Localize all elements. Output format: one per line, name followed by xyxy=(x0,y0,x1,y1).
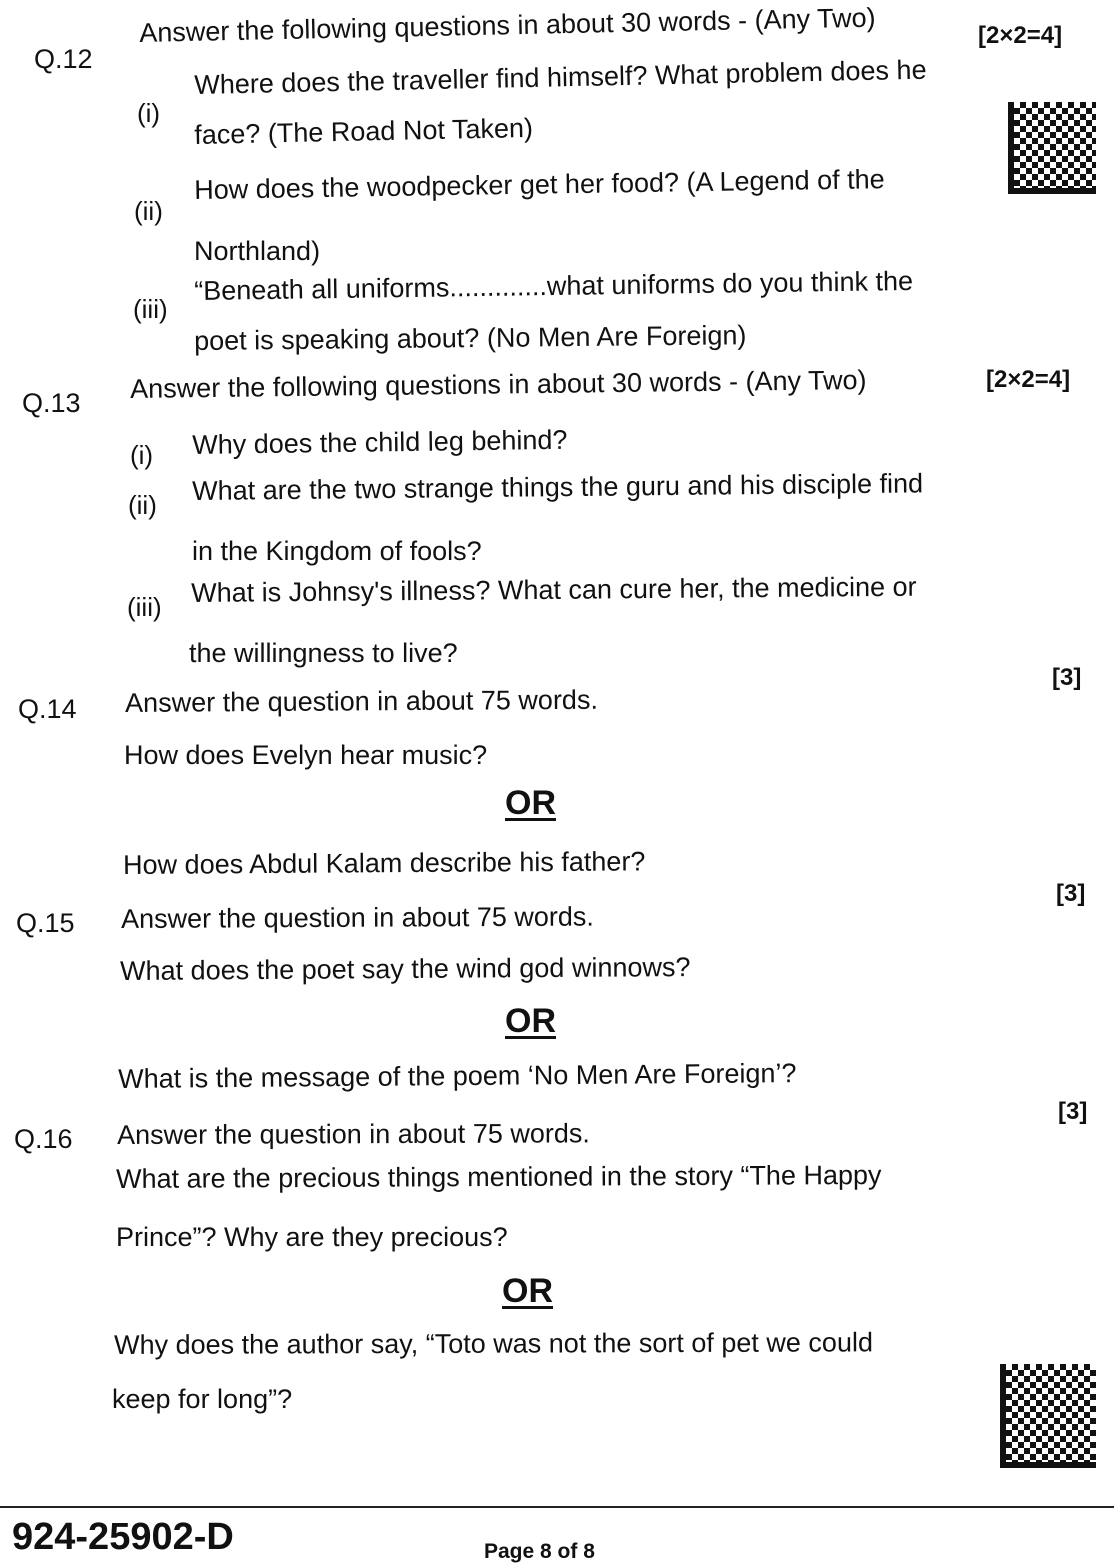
q14-number: Q.14 xyxy=(18,694,77,724)
q15-prompt: Answer the question in about 75 words. xyxy=(121,901,594,934)
q12-ii-label: (ii) xyxy=(134,196,163,226)
q12-prompt: Answer the following questions in about 30 words - (Any Two) xyxy=(139,2,876,48)
qr-code-bottom xyxy=(1000,1364,1096,1468)
q12-i-line2: face? (The Road Not Taken) xyxy=(194,112,534,150)
q13-number: Q.13 xyxy=(22,388,81,418)
q12-iii-line2: poet is speaking about? (No Men Are Foreign) xyxy=(194,320,747,356)
q16-question-line1: What are the precious things mentioned in the story “The Happy xyxy=(116,1159,882,1194)
q16-alt-line2: keep for long”? xyxy=(112,1384,293,1414)
q14-question: How does Evelyn hear music? xyxy=(124,740,488,770)
q16-or: OR xyxy=(502,1272,553,1310)
q14-marks: [3] xyxy=(1052,664,1082,691)
q13-ii-line1: What are the two strange things the guru and his disciple find xyxy=(192,468,924,506)
q12-ii-line1: How does the woodpecker get her food? (A Legend of the xyxy=(194,164,885,205)
q12-marks: [2×2=4] xyxy=(978,22,1063,49)
q13-i-label: (i) xyxy=(130,440,154,470)
q16-alt-line1: Why does the author say, “Toto was not the sort of pet we could xyxy=(114,1327,874,1360)
q15-marks: [3] xyxy=(1056,880,1086,907)
q13-iii-line1: What is Johnsy's illness? What can cure her, the medicine or xyxy=(191,571,917,608)
q14-alt: How does Abdul Kalam describe his father? xyxy=(123,846,646,880)
q14-or: OR xyxy=(505,784,556,822)
q14-prompt: Answer the question in about 75 words. xyxy=(125,684,598,718)
q13-iii-label: (iii) xyxy=(127,592,162,622)
q13-marks: [2×2=4] xyxy=(986,366,1071,393)
q16-prompt: Answer the question in about 75 words. xyxy=(117,1118,590,1150)
q16-number: Q.16 xyxy=(14,1124,73,1154)
q13-prompt: Answer the following questions in about 30 words - (Any Two) xyxy=(130,365,867,404)
q15-alt: What is the message of the poem ‘No Men Are Foreign’? xyxy=(118,1058,797,1094)
q13-ii-line2: in the Kingdom of fools? xyxy=(192,536,482,566)
q13-iii-line2: the willingness to live? xyxy=(189,638,458,668)
q12-i-label: (i) xyxy=(137,98,161,128)
q12-i-line1: Where does the traveller find himself? What problem does he xyxy=(194,54,927,100)
q12-iii-line1: “Beneath all uniforms.............what uniforms do you think the xyxy=(194,265,914,306)
q16-marks: [3] xyxy=(1058,1098,1088,1125)
q15-or: OR xyxy=(505,1002,556,1040)
q13-i-line1: Why does the child leg behind? xyxy=(192,424,568,460)
q16-question-line2: Prince”? Why are they precious? xyxy=(116,1222,508,1252)
footer-page-number: Page 8 of 8 xyxy=(484,1540,595,1563)
q12-ii-line2: Northland) xyxy=(194,236,321,266)
footer-paper-code: 924-25902-D xyxy=(12,1516,234,1558)
q12-iii-label: (iii) xyxy=(133,294,168,324)
footer-divider xyxy=(0,1506,1114,1508)
q12-number: Q.12 xyxy=(34,44,93,74)
q13-ii-label: (ii) xyxy=(128,490,157,520)
q15-number: Q.15 xyxy=(16,908,75,938)
qr-code-top xyxy=(1008,102,1096,194)
q15-question: What does the poet say the wind god winnows? xyxy=(120,952,691,986)
